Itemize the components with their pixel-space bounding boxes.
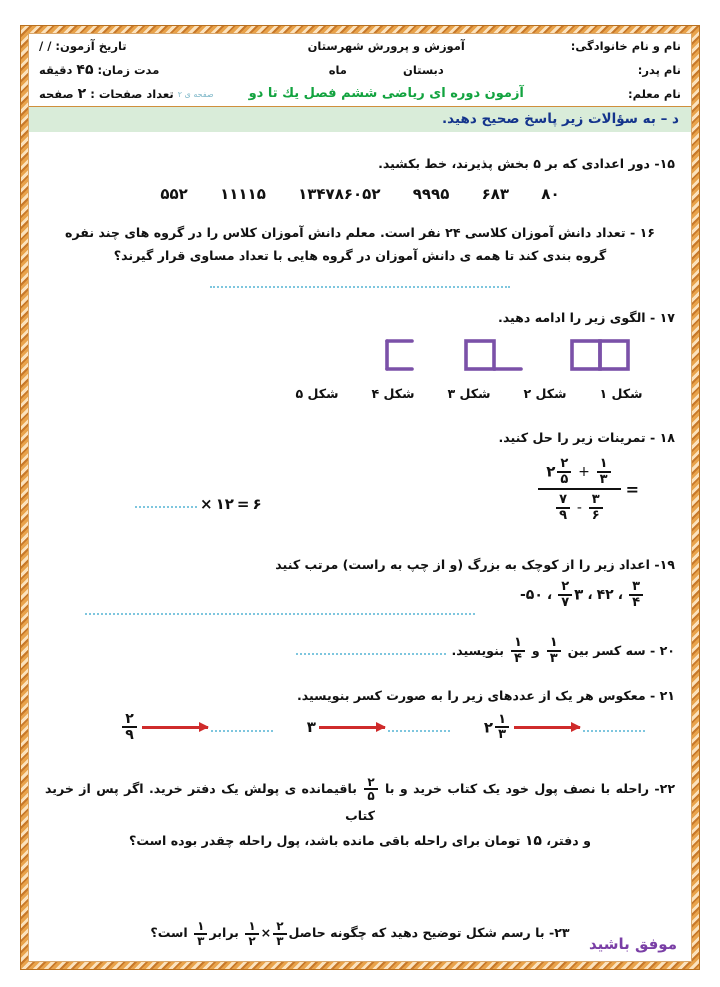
question-19-numbers xyxy=(520,580,645,609)
school-label: دبستان xyxy=(403,63,444,77)
pages-label: تعداد صفحات : xyxy=(90,86,174,101)
footer-message: موفق باشید xyxy=(588,935,677,953)
question-16-line1: ۱۶ - تعداد دانش آموزان کلاسی ۲۴ نفر است. معلم دانش آموزان کلاس را در گروه های چند نفره xyxy=(65,224,655,240)
mixed-number: ۲ $\frac{۲}{۵}$ xyxy=(546,457,573,486)
exam-title-cell xyxy=(239,82,534,106)
teacher-name-label: نام معلم: xyxy=(628,86,681,101)
school-month xyxy=(239,58,534,82)
section-banner: د – به سؤالات زیر پاسخ صحیح دهید. xyxy=(29,107,691,133)
fraction: $\frac{۷}{۹}$ xyxy=(556,493,570,522)
plus-sign: + xyxy=(578,464,590,481)
question-22-text-b: باقیمانده ی پولش یک دفتر خرید. اگر پس از خرید کتاب xyxy=(45,780,375,823)
shape-label: شکل ۴ xyxy=(371,385,415,401)
fraction: $\frac{۲}{۵}$ xyxy=(364,776,377,803)
fraction: $\frac{۱}{۳}$ xyxy=(597,457,611,486)
question-18-blank-equation xyxy=(135,495,262,513)
question-17-text: ۱۷ - الگوی زیر را ادامه دهید. xyxy=(497,310,675,326)
question-17-figures xyxy=(45,336,675,410)
question-19-body xyxy=(45,578,675,624)
arrow-right-icon xyxy=(319,726,385,729)
exam-duration-field xyxy=(29,58,239,82)
exam-date-value: / / xyxy=(39,39,52,53)
arrow-right-icon xyxy=(142,726,208,729)
exam-page xyxy=(28,33,692,962)
father-name-field[interactable] xyxy=(534,58,691,82)
question-18-body xyxy=(45,453,675,553)
exam-page-border xyxy=(20,25,700,970)
question-20-post: بنویسید. xyxy=(451,643,504,659)
fraction: $\frac{۱}{۳}$ xyxy=(194,920,207,947)
fraction: $\frac{۲}{۹}$ xyxy=(122,712,137,743)
question-22-line2 xyxy=(45,829,675,855)
question-18-text: ۱۸ - تمرینات زیر را حل کنید. xyxy=(498,429,675,445)
plain-number: ۴۲ xyxy=(596,586,614,603)
question-16-line2: گروه بندی کند تا همه ی دانش آموزان در گروه هایی با تعداد مساوی قرار گیرند؟ xyxy=(113,248,607,264)
q21-item xyxy=(120,712,273,743)
pattern-shape-1-icon xyxy=(381,336,427,376)
conjunction: و xyxy=(531,643,540,659)
shape-label: شکل ۳ xyxy=(447,385,491,401)
organization-name: آموزش و پرورش شهرستان xyxy=(307,39,465,53)
q15-number[interactable]: ۹۹۹۵ xyxy=(412,184,450,203)
separator: ، xyxy=(587,586,593,603)
answer-dotted-line[interactable] xyxy=(388,723,450,732)
answer-dotted-line[interactable] xyxy=(85,606,475,615)
factor-value: ۱۲ xyxy=(215,494,234,513)
fraction: $\frac{۳}{۶}$ xyxy=(589,493,603,522)
exam-date-label: تاریخ آزمون: xyxy=(55,39,127,53)
fraction: $\frac{۱}{۴}$ xyxy=(511,636,525,665)
question-23-mid: برابر xyxy=(209,925,239,941)
q21-item xyxy=(307,718,450,736)
q15-number[interactable]: ۱۳۴۷۸۶۰۵۲ xyxy=(298,184,381,203)
student-name-label: نام و نام خانوادگی: xyxy=(570,39,681,53)
mixed-number: ۳ $\frac{۲}{۷}$ xyxy=(556,580,583,609)
fraction: $\frac{۱}{۳}$ xyxy=(547,636,561,665)
shape-label: شکل ۱ xyxy=(599,385,643,401)
plain-number: ۳ xyxy=(306,718,316,737)
fraction: $\frac{۱}{۲}$ xyxy=(245,920,258,947)
pages-value: ۲ xyxy=(77,85,87,102)
q21-item xyxy=(484,713,645,742)
pattern-shape-2-icon xyxy=(461,336,533,376)
times-sign: × xyxy=(260,925,272,941)
answer-dotted-line[interactable] xyxy=(296,646,446,655)
question-20 xyxy=(45,636,675,670)
answer-dotted-line[interactable] xyxy=(583,723,645,732)
question-21-body xyxy=(45,712,675,768)
equals-sign: = xyxy=(236,494,250,513)
question-17-labels xyxy=(279,386,659,401)
questions-container xyxy=(29,133,691,948)
equals-sign: = xyxy=(625,480,639,500)
pattern-shape-3-icon xyxy=(567,336,639,376)
page-number-mark: صفحه ی ۲ xyxy=(177,89,214,99)
student-name-field[interactable] xyxy=(534,34,691,58)
page-count-field xyxy=(29,82,239,106)
question-22-line1 xyxy=(45,776,675,830)
duration-unit: دقیقه xyxy=(39,63,73,77)
month-label: ماه xyxy=(328,63,347,77)
duration-label: مدت زمان: xyxy=(97,63,160,77)
pages-unit: صفحه xyxy=(39,86,74,101)
teacher-name-field[interactable] xyxy=(534,82,691,106)
question-21-text: ۲۱ - معکوس هر یک از عددهای زیر را به صورت کسر بنویسید. xyxy=(296,688,675,704)
question-22-text-d: تومان برای راحله باقی مانده باشد، پول راحله چقدر بوده است؟ xyxy=(129,833,521,849)
question-20-pre: ۲۰ - سه کسر بین xyxy=(567,643,675,659)
plain-number: ۵۰- xyxy=(519,586,543,603)
complex-denominator xyxy=(538,488,620,522)
question-23-pre: ۲۳- با رسم شکل توضیح دهید که چگونه حاصل xyxy=(288,925,570,941)
exam-header xyxy=(29,34,691,107)
question-22-text-c: و دفتر، xyxy=(546,833,591,849)
fraction: $\frac{۲}{۳}$ xyxy=(273,920,286,947)
minus-sign: - xyxy=(576,500,582,517)
question-15-text: ۱۵- دور اعدادی که بر ۵ بخش پذیرند، خط بکشید. xyxy=(378,155,675,171)
mixed-number: ۲ $\frac{۱}{۳}$ xyxy=(484,713,511,742)
arrow-right-icon xyxy=(514,726,580,729)
separator: ، xyxy=(546,586,553,603)
separator: ، xyxy=(617,586,624,603)
shape-label: شکل ۵ xyxy=(295,385,339,401)
q15-number[interactable]: ۱۱۱۱۵ xyxy=(220,184,266,203)
exam-title: آزمون دوره ای ریاضی ششم فصل یك تا دو xyxy=(248,86,524,102)
q15-number[interactable]: ۵۵۲ xyxy=(160,184,188,203)
exam-date-field[interactable] xyxy=(29,34,239,58)
question-15-numbers xyxy=(45,185,675,203)
complex-fraction xyxy=(538,457,639,523)
question-19-answer-area[interactable] xyxy=(85,600,475,619)
shape-label: شکل ۲ xyxy=(523,385,567,401)
answer-dotted-line[interactable] xyxy=(211,723,273,732)
duration-value: ۴۵ xyxy=(76,62,94,78)
q15-number[interactable]: ۶۸۳ xyxy=(481,184,510,203)
question-23 xyxy=(45,919,675,947)
answer-dotted-line[interactable] xyxy=(210,279,510,288)
question-23-post: است؟ xyxy=(150,925,188,941)
father-name-label: نام پدر: xyxy=(637,63,681,77)
fraction: $\frac{۳}{۴}$ xyxy=(629,580,643,609)
times-sign: × xyxy=(200,494,213,513)
answer-dotted-line[interactable] xyxy=(135,499,197,508)
amount-value: ۱۵ xyxy=(524,833,542,850)
q15-number[interactable]: ۸۰ xyxy=(541,184,560,203)
complex-numerator xyxy=(538,457,620,488)
question-22-text-a: ۲۲- راحله با نصف پول خود یک کتاب خرید و با xyxy=(385,780,676,796)
result-value: ۶ xyxy=(252,494,262,513)
question-19-text: ۱۹- اعداد زیر را از کوچک به بزرگ (و از چپ به راست) مرتب کنید xyxy=(275,556,675,572)
question-16-answer-area[interactable] xyxy=(45,273,675,292)
